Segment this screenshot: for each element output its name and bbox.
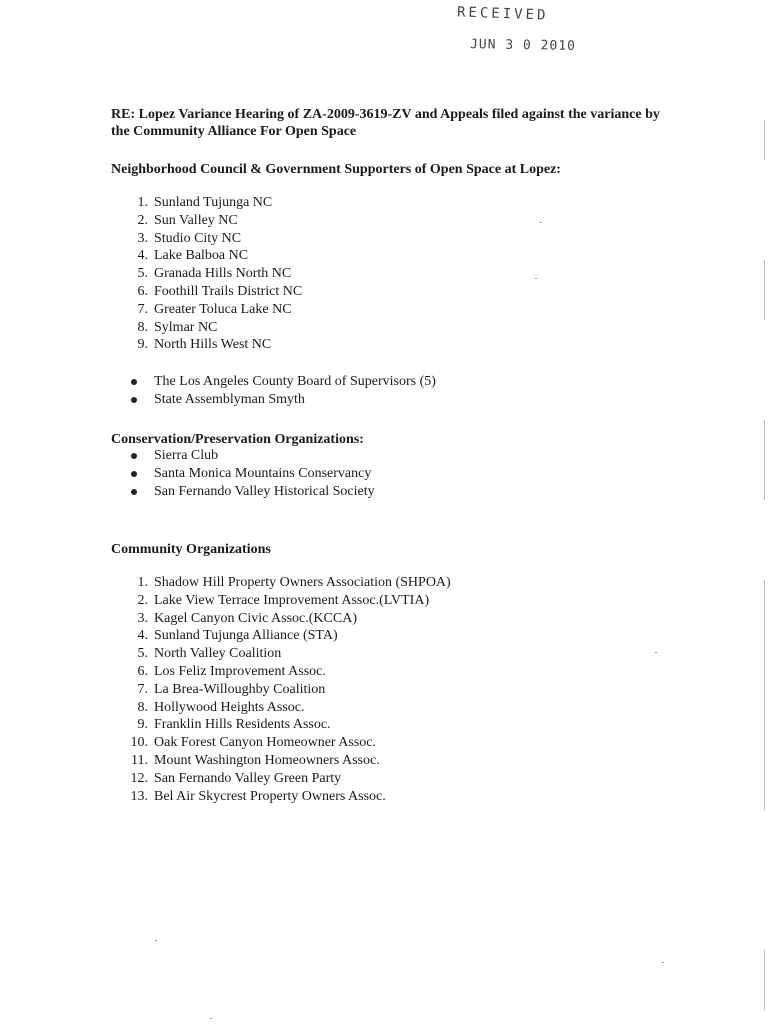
bullet-icon bbox=[131, 471, 137, 477]
list-item bbox=[111, 610, 451, 628]
scan-margin-mark bbox=[764, 580, 765, 810]
received-date-stamp: JUN 3 0 2010 bbox=[469, 37, 577, 54]
list-item-text: Bel Air Skycrest Property Owners Assoc. bbox=[154, 788, 386, 804]
list-item-number: 2. bbox=[137, 592, 148, 608]
list-item-text: North Valley Coalition bbox=[154, 646, 282, 662]
government-list bbox=[111, 373, 436, 409]
scan-margin-mark bbox=[764, 950, 765, 1010]
list-item-number: 4. bbox=[137, 628, 148, 644]
list-item bbox=[111, 788, 451, 806]
list-item bbox=[111, 681, 451, 699]
community-list bbox=[111, 574, 451, 805]
scan-speck bbox=[155, 940, 157, 941]
list-item-text: Mount Washington Homeowners Assoc. bbox=[154, 752, 380, 768]
scan-margin-mark bbox=[764, 260, 765, 320]
list-item-text: Sylmar NC bbox=[154, 319, 218, 335]
list-item-text: Granada Hills North NC bbox=[154, 266, 292, 282]
list-item-number: 3. bbox=[137, 230, 148, 246]
list-item-number: 2. bbox=[137, 212, 148, 228]
bullet-icon bbox=[131, 489, 137, 495]
list-item-number: 1. bbox=[137, 195, 148, 210]
scan-speck bbox=[662, 962, 664, 963]
received-stamp: RECEIVED bbox=[456, 4, 549, 24]
list-item-number: 6. bbox=[137, 283, 148, 299]
list-item bbox=[111, 194, 302, 212]
list-item-number: 6. bbox=[137, 663, 148, 679]
list-item-number: 8. bbox=[137, 319, 148, 335]
list-item-text: Greater Toluca Lake NC bbox=[154, 301, 292, 317]
list-item bbox=[111, 391, 436, 409]
list-item-number: 7. bbox=[137, 681, 148, 697]
list-item-text: San Fernando Valley Green Party bbox=[154, 770, 342, 786]
scan-speck bbox=[210, 1018, 212, 1019]
list-item bbox=[111, 283, 302, 301]
list-item-text: Studio City NC bbox=[154, 230, 242, 246]
list-item-text: San Fernando Valley Historical Society bbox=[154, 483, 375, 499]
scan-speck bbox=[540, 222, 542, 223]
list-item-text: Foothill Trails District NC bbox=[154, 283, 303, 299]
list-item bbox=[111, 699, 451, 717]
bullet-icon bbox=[131, 397, 137, 403]
list-item-number: 5. bbox=[137, 646, 148, 662]
conservation-section-heading: Conservation/Preservation Organizations: bbox=[111, 432, 364, 447]
list-item bbox=[111, 770, 451, 788]
bullet-icon bbox=[131, 453, 137, 459]
list-item bbox=[111, 265, 302, 283]
list-item bbox=[111, 247, 302, 265]
list-item bbox=[111, 645, 451, 663]
list-item bbox=[111, 734, 451, 752]
list-item-text: State Assemblyman Smyth bbox=[154, 391, 305, 407]
list-item bbox=[111, 574, 451, 592]
list-item bbox=[111, 212, 302, 230]
list-item-number: 5. bbox=[137, 266, 148, 282]
list-item bbox=[111, 716, 451, 734]
list-item-number: 8. bbox=[137, 699, 148, 715]
list-item-text: Santa Monica Mountains Conservancy bbox=[154, 465, 372, 481]
bullet-icon bbox=[131, 379, 137, 385]
list-item-text: Sunland Tujunga Alliance (STA) bbox=[154, 628, 338, 644]
list-item-text: North Hills West NC bbox=[154, 337, 272, 353]
list-item bbox=[111, 319, 302, 337]
nc-list bbox=[111, 194, 302, 354]
list-item-number: 12. bbox=[130, 770, 148, 786]
community-section-heading: Community Organizations bbox=[111, 542, 271, 557]
list-item-text: Oak Forest Canyon Homeowner Assoc. bbox=[154, 735, 377, 751]
list-item bbox=[111, 465, 375, 483]
scan-margin-mark bbox=[764, 420, 765, 500]
list-item bbox=[111, 663, 451, 681]
scan-speck bbox=[655, 652, 657, 653]
list-item bbox=[111, 592, 451, 610]
list-item bbox=[111, 627, 451, 645]
list-item-text: Sun Valley NC bbox=[154, 212, 238, 228]
list-item-text: La Brea-Willoughby Coalition bbox=[154, 681, 326, 697]
nc-section-heading: Neighborhood Council & Government Supporters of Open Space at Lopez: bbox=[111, 162, 561, 177]
list-item-text: The Los Angeles County Board of Supervisors (5) bbox=[154, 374, 436, 389]
list-item bbox=[111, 483, 375, 501]
list-item-number: 11. bbox=[131, 752, 148, 768]
list-item-number: 9. bbox=[137, 337, 148, 353]
list-item-text: Los Feliz Improvement Assoc. bbox=[154, 663, 326, 679]
list-item-text: Lake View Terrace Improvement Assoc.(LVTIA) bbox=[154, 592, 430, 608]
list-item-text: Franklin Hills Residents Assoc. bbox=[154, 717, 331, 733]
conservation-list bbox=[111, 447, 375, 500]
list-item-number: 1. bbox=[137, 575, 148, 590]
scan-speck bbox=[535, 278, 537, 279]
list-item-text: Sierra Club bbox=[154, 448, 219, 463]
list-item-text: Hollywood Heights Assoc. bbox=[154, 699, 305, 715]
list-item bbox=[111, 752, 451, 770]
list-item-text: Lake Balboa NC bbox=[154, 248, 249, 264]
list-item bbox=[111, 230, 302, 248]
list-item-text: Shadow Hill Property Owners Association (SHPOA) bbox=[154, 575, 451, 590]
scan-margin-mark bbox=[764, 120, 765, 160]
list-item bbox=[111, 373, 436, 391]
list-item bbox=[111, 447, 375, 465]
list-item-text: Sunland Tujunga NC bbox=[154, 195, 273, 210]
list-item-number: 9. bbox=[137, 717, 148, 733]
re-line: RE: Lopez Variance Hearing of ZA-2009-3619-ZV and Appeals filed against the variance by the Community Alliance For Open Space bbox=[111, 107, 660, 139]
list-item bbox=[111, 301, 302, 319]
list-item bbox=[111, 336, 302, 354]
list-item-number: 7. bbox=[137, 301, 148, 317]
list-item-text: Kagel Canyon Civic Assoc.(KCCA) bbox=[154, 610, 357, 626]
list-item-number: 10. bbox=[130, 735, 148, 751]
list-item-number: 3. bbox=[137, 610, 148, 626]
list-item-number: 4. bbox=[137, 248, 148, 264]
list-item-number: 13. bbox=[130, 788, 148, 804]
